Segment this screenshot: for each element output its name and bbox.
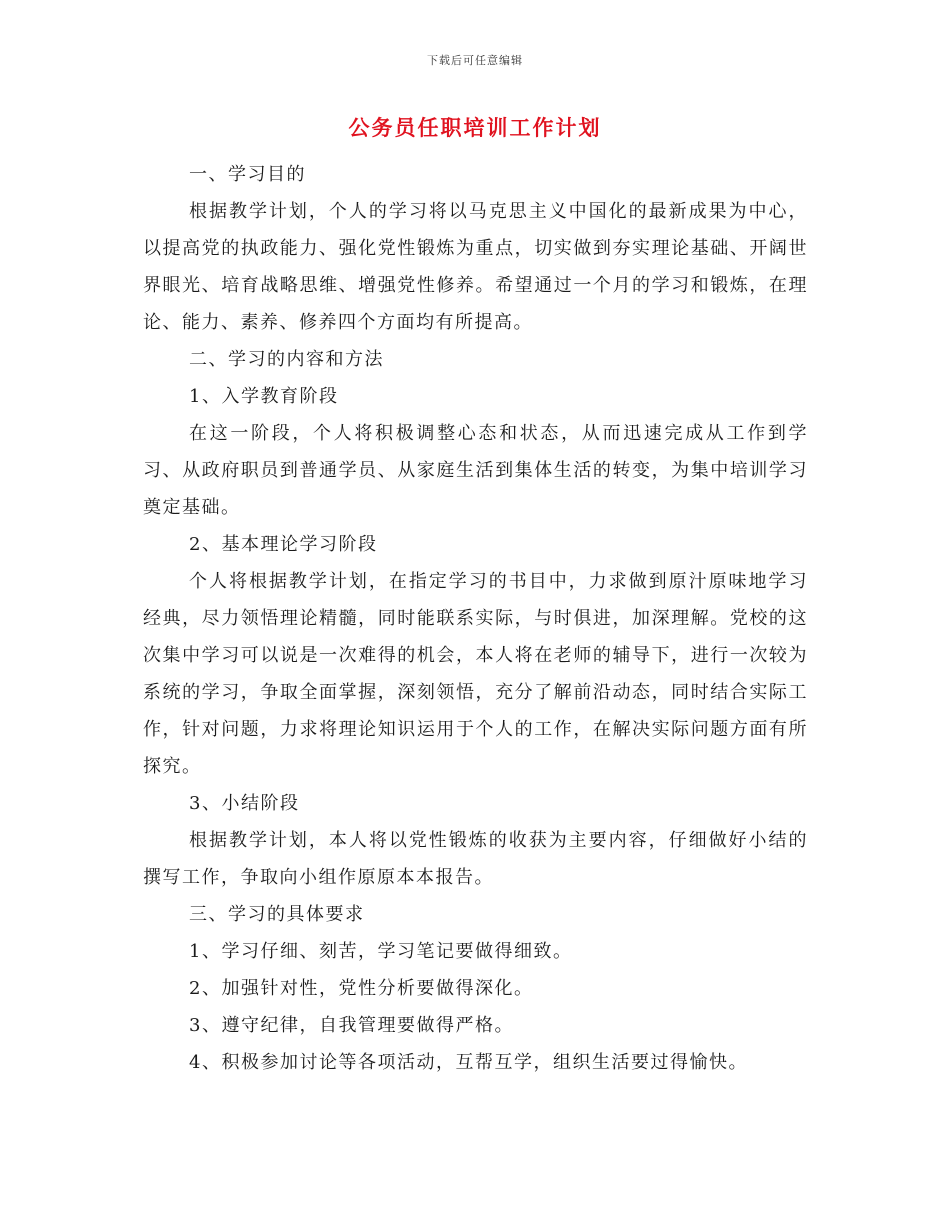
list-item: 4、积极参加讨论等各项活动，互帮互学，组织生活要过得愉快。: [189, 1052, 748, 1073]
subsection-heading: 3、小结阶段: [189, 793, 300, 814]
section-heading: 一、学习目的: [189, 164, 306, 185]
paragraph: 在这一阶段，个人将积极调整心态和状态，从而迅速完成从工作到学习、从政府职员到普通学员、从家庭生活到集体生活的转变，为集中培训学习奠定基础。: [143, 423, 808, 518]
list-item: 2、加强针对性，党性分析要做得深化。: [189, 978, 534, 999]
header-note: 下载后可任意编辑: [427, 54, 523, 67]
section-heading: 三、学习的具体要求: [189, 904, 365, 925]
paragraph: 个人将根据教学计划，在指定学习的书目中，力求做到原汁原味地学习经典，尽力领悟理论精髓，同时能联系实际，与时俱进，加深理解。党校的这次集中学习可以说是一次难得的机会，本人将在老师的辅导下，进行一次较为系统的学习，争取全面掌握，深刻领悟，充分了解前沿动态，同时结合实际工作，针对问题，力求将理论知识运用于个人的工作，在解决实际问题方面有所探究。: [143, 571, 808, 777]
document-title: 公务员任职培训工作计划: [348, 115, 602, 140]
list-item: 1、学习仔细、刻苦，学习笔记要做得细致。: [189, 941, 573, 962]
subsection-heading: 1、入学教育阶段: [189, 386, 339, 407]
document-body: [143, 156, 808, 1081]
subsection-heading: 2、基本理论学习阶段: [189, 534, 378, 555]
paragraph: 根据教学计划，个人的学习将以马克思主义中国化的最新成果为中心，以提高党的执政能力、强化党性锻炼为重点，切实做到夯实理论基础、开阔世界眼光、培育战略思维、增强党性修养。希望通过一个月的学习和锻炼，在理论、能力、素养、修养四个方面均有所提高。: [143, 201, 808, 333]
list-item: 3、遵守纪律，自我管理要做得严格。: [189, 1015, 514, 1036]
paragraph: 根据教学计划，本人将以党性锻炼的收获为主要内容，仔细做好小结的撰写工作，争取向小组作原原本本报告。: [143, 830, 808, 888]
section-heading: 二、学习的内容和方法: [189, 349, 384, 370]
